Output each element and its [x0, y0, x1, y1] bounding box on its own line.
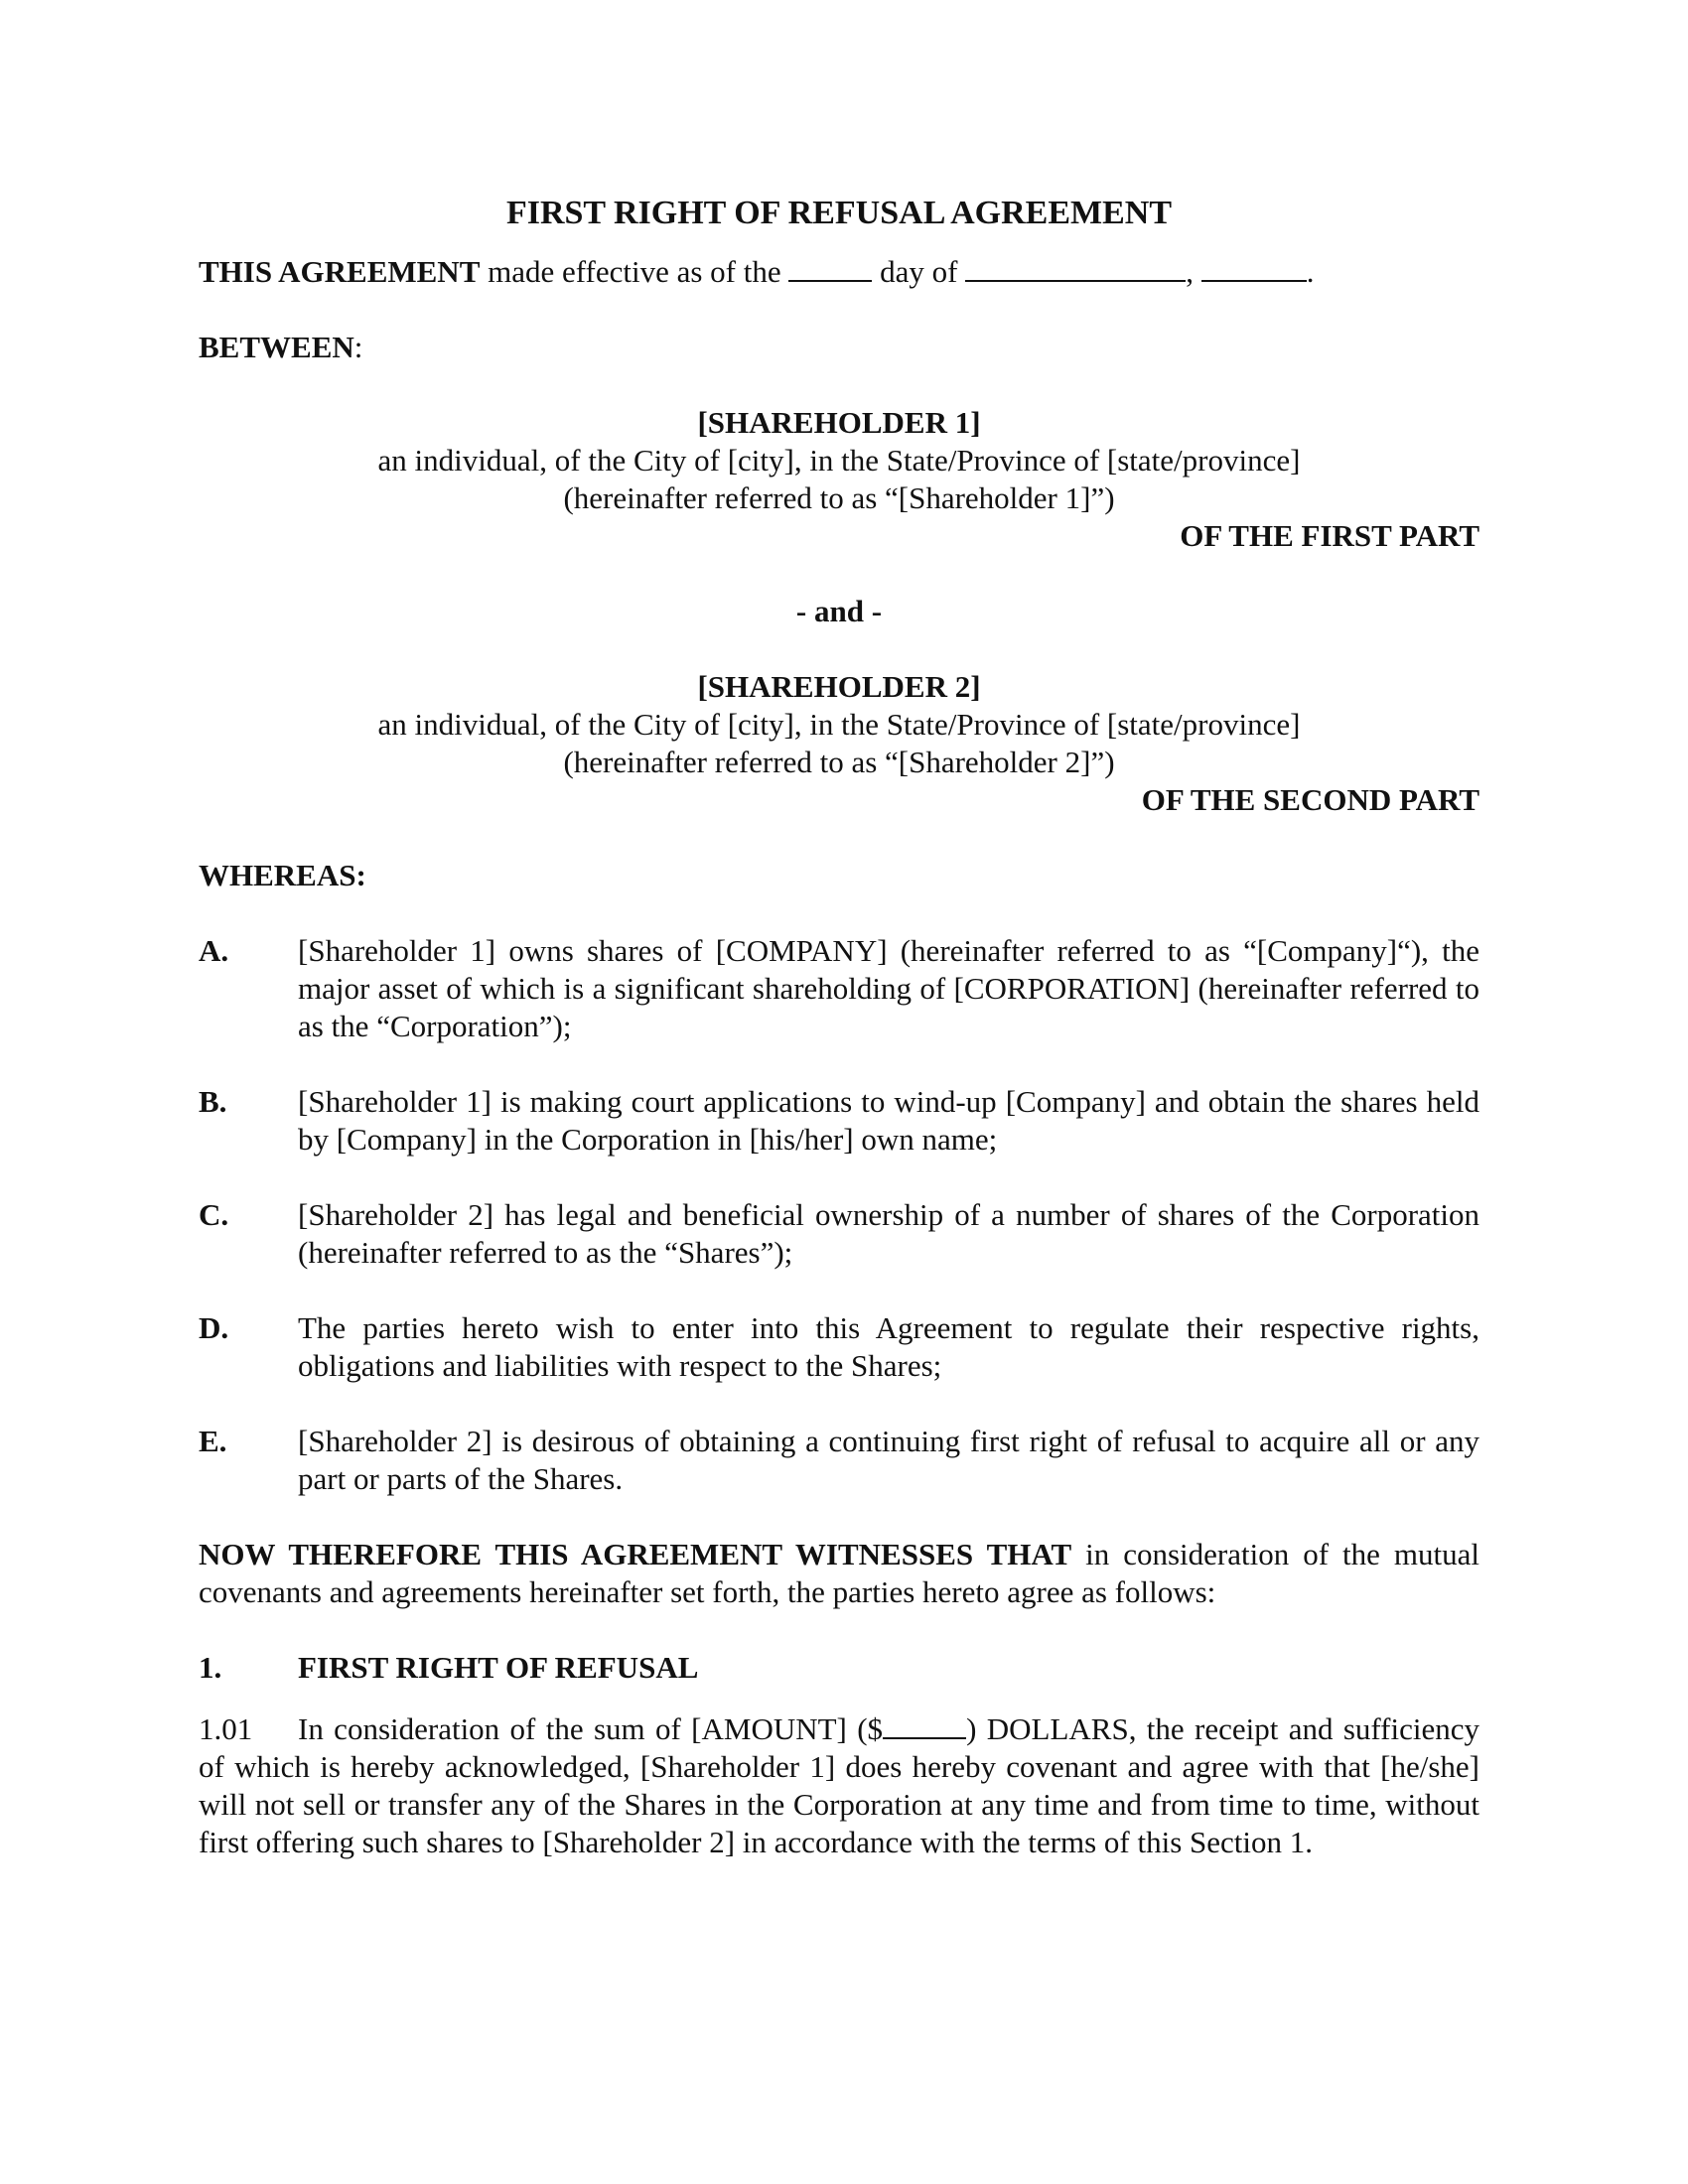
party2-description: an individual, of the City of [city], in the State/Province of [state/province] [377, 707, 1301, 742]
intro-day-of-text: day of [880, 254, 958, 289]
intro-period: . [1306, 254, 1315, 289]
clause-text-before: In consideration of the sum of [AMOUNT] ($ [298, 1711, 884, 1746]
between-colon: : [353, 330, 363, 364]
party2-block [199, 668, 1479, 819]
amount-blank [883, 1711, 966, 1739]
party1-description: an individual, of the City of [city], in the State/Province of [state/province] [377, 443, 1301, 478]
party1-referred: (hereinafter referred to as “[Shareholder 1]”) [563, 480, 1115, 515]
clause-1-01 [199, 1710, 1479, 1861]
recital-letter: D. [199, 1310, 229, 1345]
intro-lead: THIS AGREEMENT [199, 254, 481, 289]
recital-text: [Shareholder 1] is making court applications to wind-up [Company] and obtain the shares held by [Company] in the Corporation in [his/her] own name; [298, 1084, 1479, 1157]
document-page [199, 194, 1479, 1861]
and-separator: - and - [795, 594, 883, 628]
party2-part-label: OF THE SECOND PART [1141, 782, 1479, 817]
month-blank [965, 254, 1186, 282]
recital-letter: C. [199, 1197, 229, 1232]
party1-part-label: OF THE FIRST PART [1180, 518, 1479, 553]
clause-text-after: ) DOLLARS, the receipt and sufficiency of which is hereby acknowledged, [Shareholder 1] does hereby covenant and agree with that [he/she] will not sell or transfer any of the Shares in the Corporation at any time and from time to time, without first offering such shares to [Shareholder 2] in accordance with the terms of this Section 1. [199, 1711, 1479, 1859]
day-blank [788, 254, 872, 282]
section-1-heading [199, 1649, 1479, 1687]
recital-a [199, 932, 1479, 1045]
recital-letter: E. [199, 1424, 227, 1458]
clause-number: 1.01 [199, 1711, 253, 1746]
recital-text: The parties hereto wish to enter into this Agreement to regulate their respective rights, obligations and liabilities with respect to the Shares; [298, 1310, 1479, 1383]
between-line [199, 329, 1479, 366]
recital-c [199, 1196, 1479, 1272]
year-blank [1201, 254, 1307, 282]
recital-e [199, 1423, 1479, 1498]
section-title: FIRST RIGHT OF REFUSAL [298, 1650, 699, 1685]
witness-bold: NOW THEREFORE THIS AGREEMENT WITNESSES THAT [199, 1537, 1072, 1571]
recital-letter: B. [199, 1084, 227, 1119]
document-title: FIRST RIGHT OF REFUSAL AGREEMENT [505, 195, 1173, 231]
recital-b [199, 1083, 1479, 1159]
recital-text: [Shareholder 2] has legal and beneficial ownership of a number of shares of the Corporation (hereinafter referred to as the “Shares”); [298, 1197, 1479, 1270]
section-number: 1. [199, 1650, 222, 1685]
intro-comma: , [1186, 254, 1194, 289]
recital-letter: A. [199, 933, 229, 968]
party2-referred: (hereinafter referred to as “[Shareholder 2]”) [563, 745, 1115, 779]
witness-text: in consideration of the mutual covenants and agreements hereinafter set forth, the parties hereto agree as follows: [199, 1537, 1479, 1609]
intro-made-text: made effective as of the [488, 254, 781, 289]
recital-d [199, 1309, 1479, 1385]
recital-text: [Shareholder 1] owns shares of [COMPANY] (hereinafter referred to as “[Company]“), the major asset of which is a significant shareholding of [CORPORATION] (hereinafter referred to as the “Corporation”); [298, 933, 1479, 1043]
intro-paragraph [199, 253, 1479, 291]
whereas-label: WHEREAS: [199, 858, 366, 892]
party2-name: [SHAREHOLDER 2] [697, 669, 981, 704]
witness-paragraph [199, 1536, 1479, 1611]
recital-text: [Shareholder 2] is desirous of obtaining a continuing first right of refusal to acquire all or any part or parts of the Shares. [298, 1424, 1479, 1496]
party1-name: [SHAREHOLDER 1] [697, 405, 981, 440]
between-label: BETWEEN [199, 330, 354, 364]
party1-block [199, 404, 1479, 555]
